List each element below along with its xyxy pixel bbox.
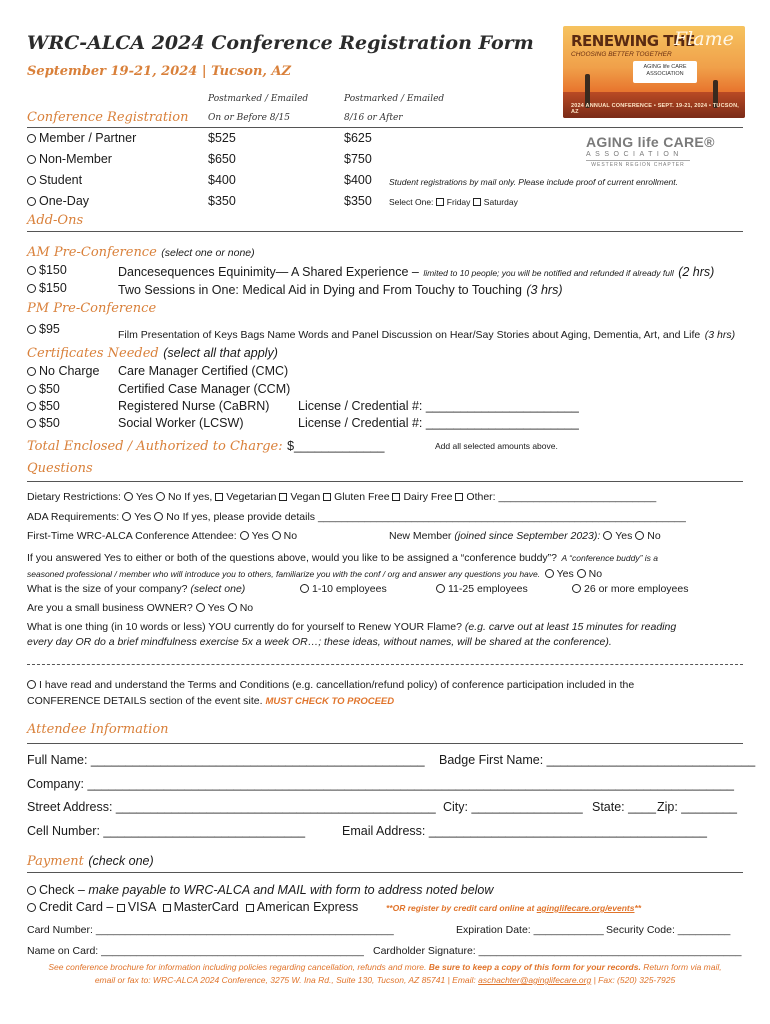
if-yes-label: If yes, [184, 491, 213, 503]
col1-header-bottom: On or Before 8/15 [208, 113, 291, 123]
am-item-1-desc [118, 263, 714, 281]
reg-price-late: $350 [344, 194, 372, 208]
radio-icon[interactable] [196, 603, 205, 612]
checkbox-icon[interactable] [392, 493, 400, 501]
radio-icon[interactable] [27, 680, 36, 689]
checkbox-icon[interactable] [215, 493, 223, 501]
online-link[interactable]: aginglifecare.org/events [536, 903, 635, 913]
yes-option: Yes [251, 530, 269, 542]
radio-icon[interactable] [27, 266, 36, 275]
size-label: 11-25 employees [448, 583, 528, 595]
no-option: No [239, 602, 254, 614]
page-title: WRC-ALCA 2024 Conference Registration Form [27, 32, 534, 54]
oneday-select-label: Select One: [389, 197, 434, 207]
yes-option: Yes [556, 568, 574, 580]
yes-option: Yes [207, 602, 225, 614]
footer-fax: | Fax: (520) 325-7925 [593, 975, 676, 985]
renew-question-text: What is one thing (in 10 words or less) YOU currently do for yourself to Renew YOUR Flame? [27, 621, 462, 633]
checkbox-icon[interactable] [279, 493, 287, 501]
size-label: 26 or more employees [584, 583, 689, 595]
online-pre: **OR register by credit card online at [386, 903, 535, 913]
am-item-price: $150 [39, 263, 67, 277]
state-field[interactable]: State: ____ [592, 800, 656, 814]
footer-line-1 [27, 962, 743, 972]
cert-price: $50 [39, 382, 60, 396]
no-option: No [167, 491, 182, 503]
full-name-field[interactable]: Full Name: ________________________________________________ [27, 753, 425, 767]
reg-price-early: $650 [208, 152, 236, 166]
logo-assoc: ASSOCIATION [586, 151, 683, 158]
checkbox-icon[interactable] [323, 493, 331, 501]
pay-check-label: Check – [39, 883, 85, 897]
footer-address: email or fax to: WRC-ALCA 2024 Conference, 3275 W. Ina Rd., Suite 130, Tucson, AZ 85741 | Email: [94, 975, 476, 985]
pm-item-hours: (3 hrs) [704, 329, 736, 341]
dietary-label: Dietary Restrictions: [27, 491, 121, 503]
cert-item[interactable] [27, 364, 99, 378]
certificates-heading [27, 344, 278, 362]
terms-row[interactable] [27, 679, 634, 691]
owner-label: Are you a small business OWNER? [27, 602, 193, 614]
buddy-note-row [27, 564, 602, 582]
pm-preconf-heading: PM Pre-Conference [27, 301, 157, 316]
reg-price-late: $625 [344, 131, 372, 145]
no-option: No [588, 568, 603, 580]
reg-label: One-Day [39, 194, 90, 208]
license-field[interactable]: License / Credential #: ______________________ [298, 399, 579, 413]
banner-badge-name: AGING life CARE [643, 64, 687, 70]
radio-icon[interactable] [124, 492, 133, 501]
payment-heading-text: Payment [27, 854, 84, 869]
footer-email-link[interactable]: aschachter@aginglifecare.org [478, 975, 592, 985]
oneday-select [389, 197, 518, 207]
cert-price: No Charge [39, 364, 100, 378]
mastercard-option: MasterCard [173, 900, 239, 914]
terms-text-2: CONFERENCE DETAILS section of the event site. [27, 695, 263, 707]
diet-option: Dairy Free [403, 491, 453, 503]
radio-icon[interactable] [27, 886, 36, 895]
radio-icon[interactable] [603, 531, 612, 540]
size-option[interactable] [572, 583, 688, 595]
aging-life-care-logo [586, 134, 718, 168]
radio-icon[interactable] [27, 367, 36, 376]
company-field[interactable]: Company: _____________________________________________________________________________________________ [27, 777, 734, 791]
radio-icon[interactable] [545, 569, 554, 578]
pay-card-option[interactable] [27, 900, 358, 914]
buddy-question-text: If you answered Yes to either or both of the questions above, would you like to be assigned a “conference buddy”? [27, 552, 558, 564]
reg-row-oneday[interactable] [27, 194, 89, 208]
pay-check-detail: make payable to WRC-ALCA and MAIL with form to address noted below [88, 883, 494, 897]
am-item-hours: (3 hrs) [526, 283, 563, 297]
friday-option: Friday [446, 197, 471, 207]
no-option: No [283, 530, 298, 542]
col2-header-top: Postmarked / Emailed [344, 94, 445, 104]
cert-name: Registered Nurse (CaBRN) [118, 399, 270, 413]
pay-check-option[interactable] [27, 883, 493, 897]
yes-option: Yes [615, 530, 633, 542]
radio-icon[interactable] [27, 155, 36, 164]
ada-detail-field[interactable]: If yes, please provide details _______________________________________________________________ [182, 511, 686, 523]
am-item-2-desc [118, 281, 563, 299]
certificates-heading-text: Certificates Needed [27, 346, 159, 361]
am-item-price: $150 [39, 281, 67, 295]
cert-item[interactable] [27, 382, 60, 396]
size-option[interactable] [300, 583, 387, 595]
radio-icon[interactable] [27, 385, 36, 394]
cert-item[interactable] [27, 399, 60, 413]
am-item-hours: (2 hrs) [678, 265, 715, 279]
name-on-card-field[interactable]: Name on Card: _____________________________________________ [27, 945, 364, 957]
reg-label: Member / Partner [39, 131, 137, 145]
am-item-2[interactable] [27, 281, 67, 295]
first-time-label: First-Time WRC-ALCA Conference Attendee: [27, 530, 237, 542]
am-heading-note: (select one or none) [161, 247, 255, 259]
radio-icon[interactable] [27, 419, 36, 428]
radio-icon[interactable] [635, 531, 644, 540]
radio-icon[interactable] [27, 402, 36, 411]
attendee-heading: Attendee Information [27, 722, 169, 737]
terms-text: I have read and understand the Terms and Conditions (e.g. cancellation/refund policy) of conference participation included in the [39, 679, 635, 691]
reg-row-nonmember[interactable] [27, 152, 112, 166]
pm-item-desc [118, 325, 735, 343]
checkbox-icon[interactable] [436, 198, 444, 206]
radio-icon[interactable] [27, 134, 36, 143]
radio-icon[interactable] [27, 284, 36, 293]
first-time-row [27, 530, 297, 542]
online-register-note [386, 903, 641, 913]
diet-option: Vegan [290, 491, 321, 503]
renew-answer-line[interactable] [27, 664, 743, 665]
radio-icon[interactable] [240, 531, 249, 540]
footer-keep-copy: Be sure to keep a copy of this form for your records. [428, 962, 641, 972]
cert-price: $50 [39, 399, 60, 413]
radio-icon[interactable] [27, 176, 36, 185]
am-item-detail: limited to 10 people; you will be notified and refunded if already full [423, 268, 674, 278]
renew-example-1: (e.g. carve out at least 15 minutes for reading [464, 621, 677, 633]
radio-icon[interactable] [577, 569, 586, 578]
signature-field[interactable]: Cardholder Signature: _____________________________________________ [373, 945, 742, 957]
col1-header-top: Postmarked / Emailed [208, 94, 309, 104]
company-size-question [27, 583, 245, 595]
city-field[interactable]: City: ________________ [443, 800, 583, 814]
total-line [27, 437, 384, 455]
certificates-note: (select all that apply) [163, 346, 278, 360]
reg-label: Student [39, 173, 83, 187]
col2-header-bottom: 8/16 or After [344, 113, 403, 123]
reg-price-late: $400 [344, 173, 372, 187]
cell-field[interactable]: Cell Number: _____________________________ [27, 824, 306, 838]
payment-heading [27, 852, 154, 870]
cert-name: Certified Case Manager (CCM) [118, 382, 291, 396]
questions-heading: Questions [27, 461, 93, 476]
yes-option: Yes [135, 491, 154, 503]
am-heading-text: AM Pre-Conference [27, 245, 157, 260]
reg-row-student[interactable] [27, 173, 82, 187]
yes-option: Yes [134, 511, 152, 523]
ada-label: ADA Requirements: [27, 511, 120, 523]
footer-return: Return form via mail, [643, 962, 722, 972]
radio-icon[interactable] [122, 512, 131, 521]
buddy-note-2: seasoned professional / member who will introduce you to others, familiarize you with the conf / org and answer any questions you have. [27, 569, 541, 579]
renew-question [27, 621, 676, 633]
zip-field[interactable]: Zip: ________ [657, 800, 737, 814]
terms-row-2 [27, 695, 394, 707]
no-option: No [166, 511, 180, 523]
reg-price-early: $400 [208, 173, 236, 187]
banner-title: RENEWING THE [571, 32, 695, 50]
new-member-note: (joined since September 2023): [454, 530, 601, 542]
conference-banner [563, 26, 745, 118]
radio-icon[interactable] [156, 492, 165, 501]
total-note: Add all selected amounts above. [435, 441, 558, 451]
new-member-label: New Member [389, 530, 452, 542]
total-field[interactable]: $_____________ [287, 439, 385, 453]
email-field[interactable]: Email Address: ________________________________________ [342, 824, 707, 838]
badge-name-field[interactable]: Badge First Name: ______________________________ [439, 753, 756, 767]
expiration-field[interactable]: Expiration Date: ____________ [456, 924, 604, 936]
owner-row [27, 602, 253, 614]
reg-price-early: $350 [208, 194, 236, 208]
radio-icon[interactable] [436, 584, 445, 593]
size-option[interactable] [436, 583, 528, 595]
cert-item[interactable] [27, 416, 60, 430]
banner-flame: Flame [674, 28, 734, 50]
logo-chapter: WESTERN REGION CHAPTER [586, 160, 690, 168]
radio-icon[interactable] [572, 584, 581, 593]
pm-item-title: Film Presentation of Keys Bags Name Words and Panel Discussion on Hear/Say Stories about Aging, Dementia, Art, and Life [118, 329, 701, 341]
company-size-label: What is the size of your company? [27, 583, 188, 595]
no-option: No [647, 530, 661, 542]
reg-row-member[interactable] [27, 131, 136, 145]
reg-price-early: $525 [208, 131, 236, 145]
ada-row [27, 511, 686, 523]
banner-badge-assoc: ASSOCIATION [646, 71, 684, 77]
payment-note: (check one) [88, 854, 154, 868]
card-number-field[interactable]: Card Number: ___________________________________________________ [27, 924, 394, 936]
buddy-note-1: A “conference buddy” is a [561, 553, 659, 563]
footer-line-2 [27, 975, 743, 985]
size-label: 1-10 employees [312, 583, 387, 595]
radio-icon[interactable] [27, 903, 36, 912]
am-item-title: Two Sessions in One: Medical Aid in Dying and From Touchy to Touching [118, 283, 522, 297]
radio-icon[interactable] [27, 197, 36, 206]
company-size-note: (select one) [190, 583, 246, 595]
student-note: Student registrations by mail only. Please include proof of current enrollment. [389, 177, 678, 187]
radio-icon[interactable] [154, 512, 163, 521]
radio-icon[interactable] [300, 584, 309, 593]
radio-icon[interactable] [272, 531, 281, 540]
am-item-1[interactable] [27, 263, 67, 277]
radio-icon[interactable] [27, 325, 36, 334]
banner-footer: 2024 ANNUAL CONFERENCE • SEPT. 19-21, 2024 • TUCSON, AZ [571, 103, 739, 115]
radio-icon[interactable] [228, 603, 237, 612]
pm-item-price: $95 [39, 322, 60, 336]
reg-label: Non-Member [39, 152, 112, 166]
diet-option: Vegetarian [226, 491, 277, 503]
license-field[interactable]: License / Credential #: ______________________ [298, 416, 579, 430]
cert-price: $50 [39, 416, 60, 430]
am-preconf-heading [27, 243, 255, 261]
total-label: Total Enclosed / Authorized to Charge: [27, 439, 283, 454]
cert-name: Social Worker (LCSW) [118, 416, 244, 430]
checkbox-icon[interactable] [473, 198, 481, 206]
addons-heading: Add-Ons [27, 213, 84, 228]
registration-heading: Conference Registration [27, 110, 189, 125]
cert-name: Care Manager Certified (CMC) [118, 364, 289, 378]
new-member-row [389, 530, 661, 542]
security-code-field[interactable]: Security Code: _________ [606, 924, 731, 936]
amex-option: American Express [256, 900, 359, 914]
am-item-title: Dancesequences Equinimity— A Shared Experience – [118, 265, 419, 279]
renew-example-2: every day OR do a brief mindfulness exercise 5x a week OR…; these ideas, without names, will be shared at the conference). [27, 636, 612, 648]
event-dates: September 19-21, 2024 | Tucson, AZ [27, 64, 292, 79]
must-check-label: MUST CHECK TO PROCEED [265, 696, 395, 707]
visa-option: VISA [127, 900, 156, 914]
checkbox-icon[interactable] [117, 904, 125, 912]
reg-price-late: $750 [344, 152, 372, 166]
checkbox-icon[interactable] [455, 493, 463, 501]
other-field[interactable]: Other: ___________________________ [466, 491, 657, 503]
online-post: ** [634, 903, 642, 913]
logo-name: AGING life CARE® [586, 134, 715, 150]
banner-tagline: CHOOSING BETTER TOGETHER [571, 51, 672, 58]
footer-policies: See conference brochure for information including policies regarding cancellation, refunds and more. [48, 962, 427, 972]
street-field[interactable]: Street Address: ______________________________________________ [27, 800, 436, 814]
dietary-row [27, 491, 656, 503]
pay-card-label: Credit Card – [39, 900, 114, 914]
checkbox-icon[interactable] [163, 904, 171, 912]
diet-option: Gluten Free [334, 491, 390, 503]
checkbox-icon[interactable] [246, 904, 254, 912]
banner-badge [633, 61, 697, 83]
saturday-option: Saturday [483, 197, 518, 207]
pm-item[interactable] [27, 322, 60, 336]
